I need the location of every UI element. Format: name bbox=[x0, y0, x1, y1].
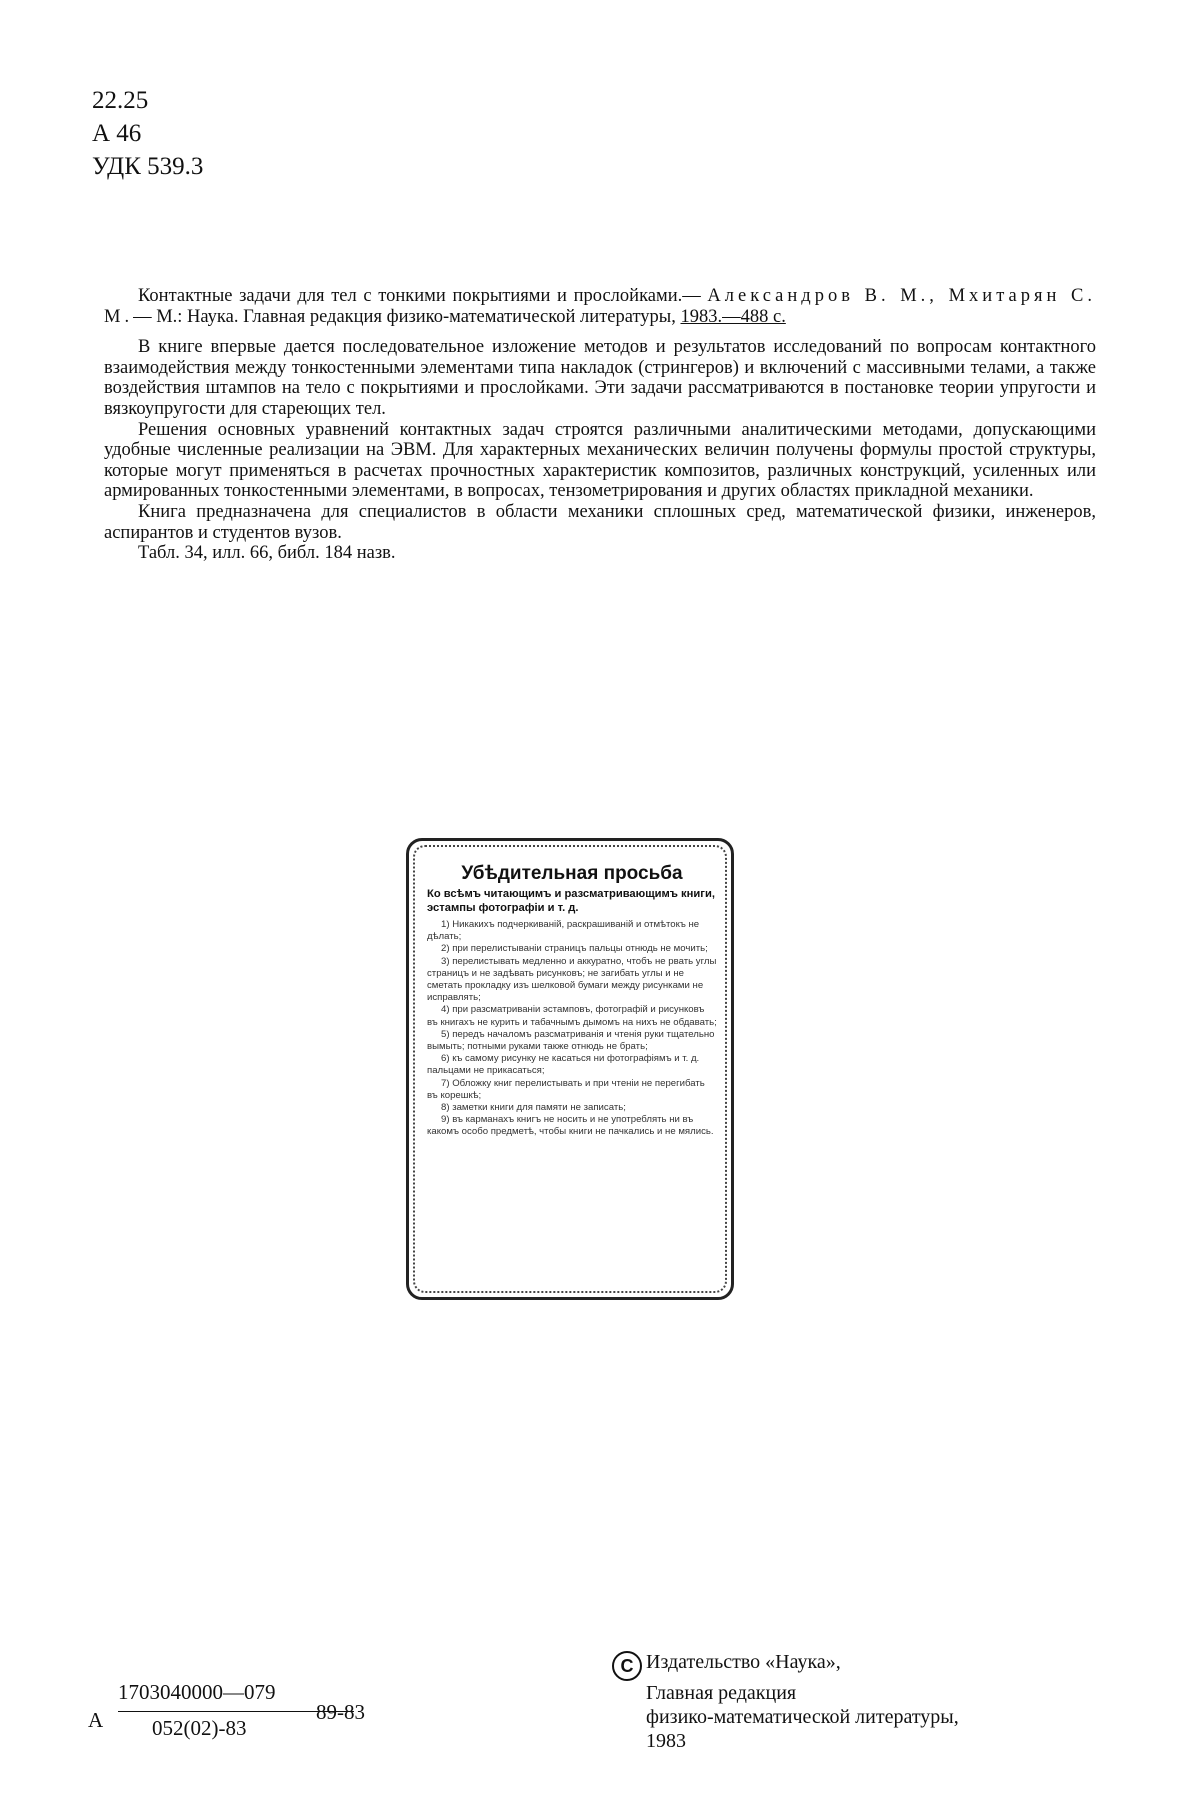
copyright-block bbox=[612, 1650, 1112, 1753]
abstract-paragraph-4: Табл. 34, илл. 66, библ. 184 назв. bbox=[138, 543, 396, 564]
abstract-paragraph-2: Решения основных уравнений контактных задач строятся различными аналитическими методами, допускающими удобные численные реализации на ЭВМ. Для характерных механических величин получены формулы простой структуры, которые могут применяться в расчетах прочностных характеристик композитов, различных конструкций, усиленных или армированных тонкостенными элементами, в вопросах, тензометрирования и других областях прикладной механики. bbox=[104, 419, 1096, 502]
stamp-title: Убѣдительная просьба bbox=[461, 863, 683, 884]
bibliographic-reference bbox=[104, 286, 1096, 327]
stamp-rule-item: 4) при разсматриваніи эстамповъ, фотографій и рисунковъ въ книгахъ не курить и табачнымъ дымомъ на нихъ не обдавать; bbox=[427, 1004, 717, 1028]
stamp-rule-item: 5) передъ началомъ разсматриванія и чтенія руки тщательно вымыть; потными руками также отнюдь не брать; bbox=[427, 1028, 715, 1053]
book-abstract bbox=[104, 286, 1096, 564]
author-mark: А 46 bbox=[92, 120, 142, 147]
library-request-stamp bbox=[406, 838, 734, 1300]
imprint-suffix: 89-83 bbox=[316, 1700, 365, 1724]
abstract-paragraph-3: Книга предназначена для специалистов в области механики сплошных сред, математической физики, инженеров, аспирантов и студентов вузов. bbox=[104, 501, 1096, 543]
classification-codes bbox=[92, 84, 203, 183]
stamp-rule-item: 6) къ самому рисунку не касаться ни фотографіямъ и т. д. пальцами не прикасаться; bbox=[427, 1053, 700, 1077]
copyright-line-2: Главная редакция bbox=[646, 1682, 797, 1704]
copyright-line-3: физико-математической литературы, bbox=[646, 1706, 959, 1728]
copyright-icon: C bbox=[612, 1651, 642, 1681]
stamp-rule-item: 8) заметки книги для памяти не записать; bbox=[441, 1102, 626, 1114]
reference-year-pages: 1983.—488 с. bbox=[680, 306, 786, 327]
stamp-rule-item: 2) при перелистываніи страницъ пальцы отнюдь не мочить; bbox=[441, 943, 708, 955]
publication-imprint bbox=[88, 1680, 388, 1760]
imprint-numerator: 1703040000—079 bbox=[118, 1680, 276, 1704]
abstract-paragraph-1: В книге впервые дается последовательное изложение методов и результатов исследований по вопросам контактного взаимодействия между тонкостенными элементами типа накладок (стрингеров) и включений с массивными телами, а также воздействия штампов на тело с покрытиями и прослойками. Эти задачи рассматриваются в постановке теории упругости и вязкоупругости для стареющих тел. bbox=[104, 337, 1096, 419]
bbk-code: 22.25 bbox=[92, 87, 149, 114]
stamp-rule-item: 7) Обложку книг перелистывать и при чтеніи не перегибать въ корешкѣ; bbox=[427, 1077, 705, 1101]
stamp-rules-list bbox=[427, 919, 717, 1139]
reference-publisher: — М.: Наука. Главная редакция физико-математической литературы, bbox=[133, 306, 676, 327]
stamp-rule-item: 1) Никакихъ подчеркиваній, раскрашиваній и отмѣтокъ не дѣлать; bbox=[427, 919, 700, 943]
imprint-letter: А bbox=[88, 1708, 104, 1732]
copyright-line-4: 1983 bbox=[646, 1730, 686, 1752]
stamp-rule-item: 9) въ карманахъ книгъ не носить и не употреблять ни въ какомъ особо предметѣ, чтобы книги не пачкались и не мялись. bbox=[427, 1114, 714, 1138]
udk-code: УДК 539.3 bbox=[92, 153, 204, 180]
stamp-intro: Ко всѣмъ читающимъ и разсматривающимъ книги, эстампы фотографіи и т. д. bbox=[427, 888, 715, 914]
imprint-denominator: 052(02)-83 bbox=[152, 1716, 247, 1740]
stamp-rule-item: 3) перелистывать медленно и аккуратно, чтобъ не рвать углы страницъ и не задѣвать рисунковъ; не загибать углы и не сметать прокладку изъ шелковой бумаги между рисунками не исправлять; bbox=[427, 955, 717, 1004]
reference-title: Контактные задачи для тел с тонкими покрытиями и прослойками.— bbox=[138, 286, 701, 306]
reference-authors: Александров В. М., Мхитарян С. М. bbox=[104, 286, 1097, 327]
copyright-line-1: Издательство «Наука», bbox=[646, 1651, 841, 1673]
